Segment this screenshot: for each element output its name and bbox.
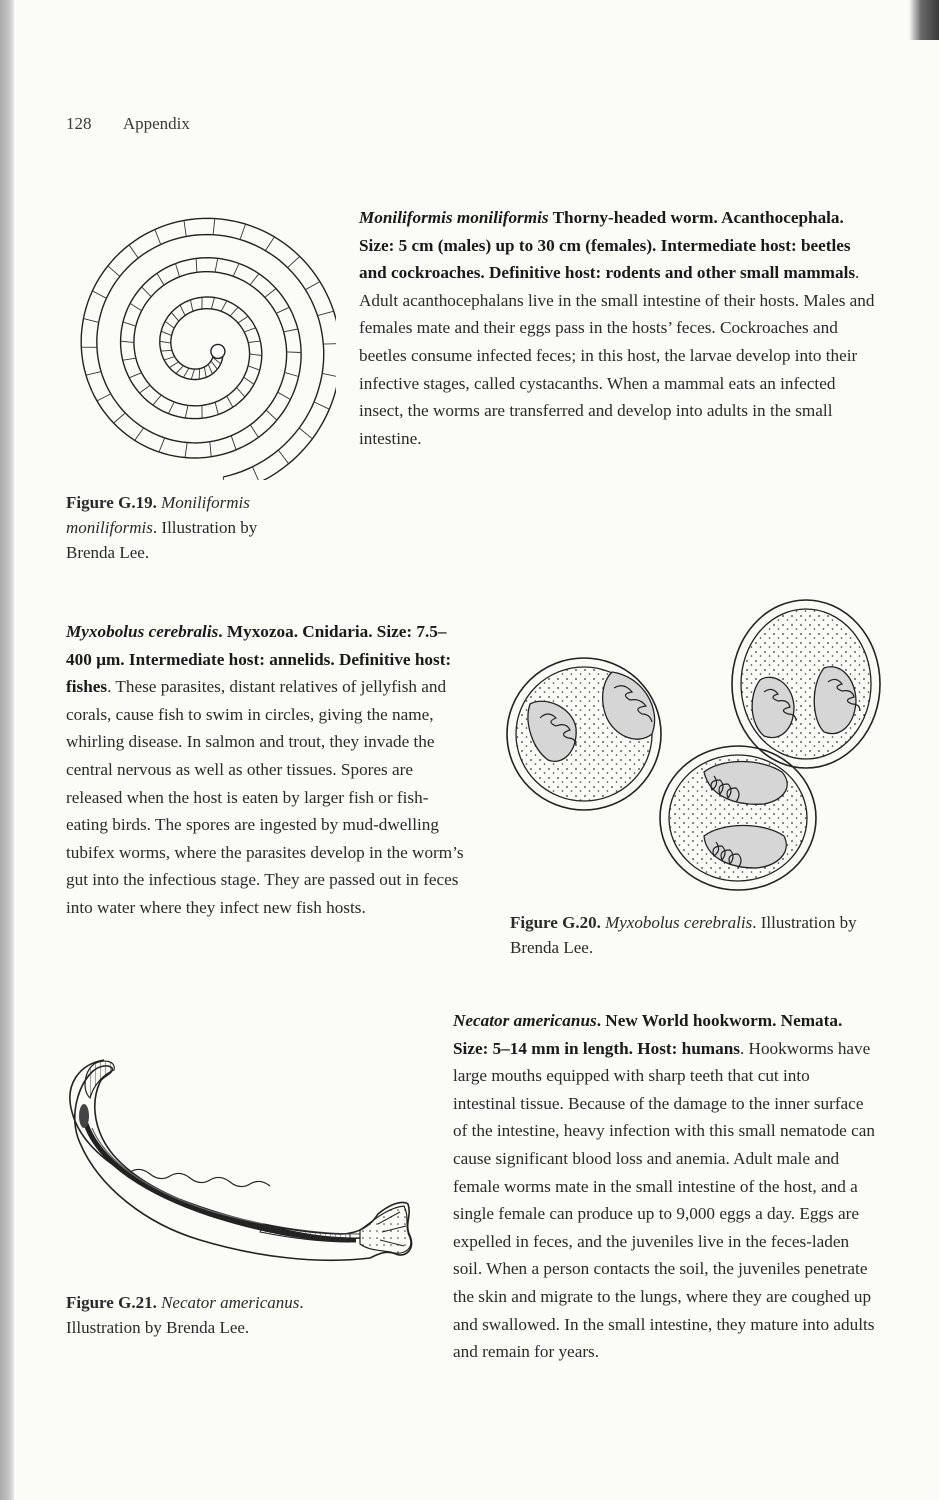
- scan-gutter-shadow: [0, 0, 14, 1500]
- entry-species-name: Necator americanus: [453, 1011, 597, 1030]
- entry-bold-summary: . Myxozoa. Cnidaria. Size: 7.5–400 µm. Intermediate host: annelids. Definitive host: fishes: [66, 622, 452, 697]
- entry-body: . These parasites, distant relatives of jellyfish and corals, cause fish to swim in circles, giving the name, whirling disease. In salmon and trout, they invade the central nervous as well as other tissues. Spores are released when the host is eaten by larger fish or fish-eating birds. The spores are ingested by mud-dwelling tubifex worms, where the parasites develop in the worm’s gut into the infectious stage. They are passed out in feces into water where they infect new fish hosts.: [66, 677, 464, 917]
- spore-top-right: [732, 600, 880, 768]
- figure-label: Figure G.21.: [66, 1293, 157, 1312]
- figure-species: Necator americanus: [161, 1293, 300, 1312]
- figure-label: Figure G.19.: [66, 493, 157, 512]
- figure-credit: . Illustration by Brenda Lee.: [66, 1293, 304, 1337]
- entry-bold-summary: . New World hookworm. Nemata. Size: 5–14 mm in length. Host: humans: [453, 1011, 843, 1058]
- running-header: [66, 114, 190, 134]
- entry-species-name: Moniliformis moniliformis: [359, 208, 549, 227]
- figure-label: Figure G.20.: [510, 913, 601, 932]
- entry-body: . Adult acanthocephalans live in the small intestine of their hosts. Males and females mate and their eggs pass in the hosts’ feces. Cockroaches and beetles consume infected feces; in this host, the larvae develop into their infective stages, called cystacanths. When a mammal eats an infected insect, the worms are transferred and develop into adults in the small intestine.: [359, 263, 875, 448]
- entry-bold-summary: Thorny-headed worm. Acanthocephala. Size: 5 cm (males) up to 30 cm (females). Intermediate host: beetles and cockroaches. Definitive host: rodents and other small mammals: [359, 208, 856, 283]
- entry-body: . Hookworms have large mouths equipped with sharp teeth that cut into intestinal tissue. Because of the damage to the inner surface of the intestine, heavy infection with this small nematode can cause significant blood loss and anemia. Adult male and female worms mate in the small intestine of the host, and a single female can produce up to 9,000 eggs a day. Eggs are expelled in feces, and the juveniles live in the feces-laden soil. When a person contacts the soil, the juveniles penetrate the skin and migrate to the lungs, where they are coughed up and swallowed. In the small intestine, they mature into adults and remain for years.: [453, 1038, 875, 1362]
- entry-species-name: Myxobolus cerebralis: [66, 622, 219, 641]
- spiral-worm-illustration: [56, 198, 336, 480]
- figure-species: Myxobolus cerebralis: [605, 913, 753, 932]
- figure-credit: . Illustration by Brenda Lee.: [510, 913, 857, 957]
- figure-caption-g20: [510, 910, 878, 960]
- spore-bottom-right: [660, 746, 816, 890]
- spore-left: [507, 658, 661, 810]
- figure-species: Moniliformis moniliformis: [66, 493, 250, 537]
- figure-caption-g19: [66, 490, 301, 565]
- running-title: Appendix: [122, 114, 190, 133]
- scan-corner-shadow: [909, 0, 939, 40]
- entry-moniliformis: [359, 204, 875, 452]
- page-number: 128: [66, 114, 92, 133]
- hookworm-illustration: [60, 1054, 420, 1274]
- figure-credit: . Illustration by Brenda Lee.: [66, 518, 258, 562]
- entry-myxobolus: [66, 618, 464, 922]
- figure-caption-g21: [66, 1290, 366, 1340]
- entry-necator: [453, 1007, 877, 1366]
- spores-illustration: [502, 596, 882, 896]
